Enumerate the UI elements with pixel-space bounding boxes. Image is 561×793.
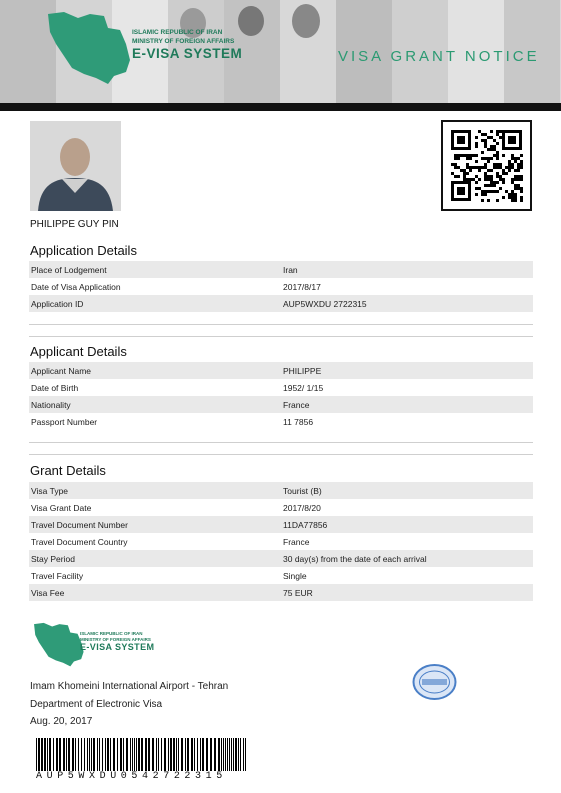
row-value: 75 EUR	[283, 588, 313, 598]
section-divider	[29, 324, 533, 325]
issuer: Imam Khomeini International Airport - Tehran	[30, 681, 229, 692]
row-value: 30 day(s) from the date of each arrival	[283, 554, 427, 564]
iran-map-icon	[28, 615, 86, 673]
banner-face	[292, 4, 320, 38]
table-row	[29, 396, 533, 413]
row-label: Applicant Name	[31, 366, 92, 376]
row-label: Visa Type	[31, 486, 69, 496]
row-label: Travel Document Country	[31, 537, 128, 547]
row-value: 11 7856	[283, 417, 314, 427]
banner-tile	[280, 0, 336, 104]
issue-date: Aug. 20, 2017	[30, 716, 93, 727]
row-value: 2017/8/17	[283, 282, 321, 292]
table-row	[29, 584, 533, 601]
qr-code	[441, 120, 532, 211]
banner-face	[238, 6, 264, 36]
table-row	[29, 379, 533, 396]
brand-ministry: MINISTRY OF FOREIGN AFFAIRS	[132, 38, 235, 45]
row-value: 11DA77856	[283, 520, 328, 530]
table-row	[29, 533, 533, 550]
table-row	[29, 295, 533, 312]
row-value: Iran	[283, 265, 298, 275]
row-value: PHILIPPE	[283, 366, 322, 376]
iran-map-icon	[38, 8, 134, 86]
row-label: Passport Number	[31, 417, 98, 427]
row-value: 1952/ 1/15	[283, 383, 324, 393]
row-value: 2017/8/20	[283, 503, 321, 513]
grant-section-title: Grant Details	[30, 463, 106, 478]
section-divider	[29, 454, 533, 455]
table-row	[29, 261, 533, 278]
section-divider	[29, 442, 533, 443]
row-label: Visa Grant Date	[31, 503, 92, 513]
barcode	[36, 738, 250, 771]
row-label: Date of Birth	[31, 383, 79, 393]
application-section-title: Application Details	[30, 243, 137, 258]
row-label: Date of Visa Application	[31, 282, 121, 292]
footer-brand-system: E-VISA SYSTEM	[80, 642, 155, 652]
notice-title: VISA GRANT NOTICE	[338, 48, 540, 65]
applicant-photo	[30, 121, 121, 211]
department: Department of Electronic Visa	[30, 699, 163, 710]
row-value: AUP5WXDU 2722315	[283, 299, 367, 309]
footer-brand-ministry: MINISTRY OF FOREIGN AFFAIRS	[80, 637, 151, 642]
table-row	[29, 413, 533, 430]
applicant-section-title: Applicant Details	[30, 344, 127, 359]
table-row	[29, 516, 533, 533]
table-row	[29, 278, 533, 295]
row-label: Visa Fee	[31, 588, 65, 598]
row-label: Application ID	[31, 299, 84, 309]
table-row	[29, 362, 533, 379]
header-divider	[0, 103, 561, 111]
section-divider	[29, 336, 533, 337]
row-label: Travel Facility	[31, 571, 84, 581]
brand-system: E-VISA SYSTEM	[132, 46, 243, 61]
row-label: Nationality	[31, 400, 71, 410]
row-label: Travel Document Number	[31, 520, 128, 530]
header-banner	[0, 0, 561, 104]
row-label: Stay Period	[31, 554, 75, 564]
table-row	[29, 482, 533, 499]
barcode-text: AUP5WXDU0542722315	[36, 771, 227, 782]
footer-brand-country: ISLAMIC REPUBLIC OF IRAN	[80, 631, 143, 636]
holder-name: PHILIPPE GUY PIN	[30, 219, 119, 230]
row-value: Single	[283, 571, 307, 581]
row-value: Tourist (B)	[283, 486, 322, 496]
table-row	[29, 499, 533, 516]
row-label: Place of Lodgement	[31, 265, 107, 275]
table-row	[29, 550, 533, 567]
row-value: France	[283, 537, 310, 547]
brand-country: ISLAMIC REPUBLIC OF IRAN	[132, 29, 223, 36]
official-stamp	[412, 663, 457, 701]
table-row	[29, 567, 533, 584]
row-value: France	[283, 400, 310, 410]
